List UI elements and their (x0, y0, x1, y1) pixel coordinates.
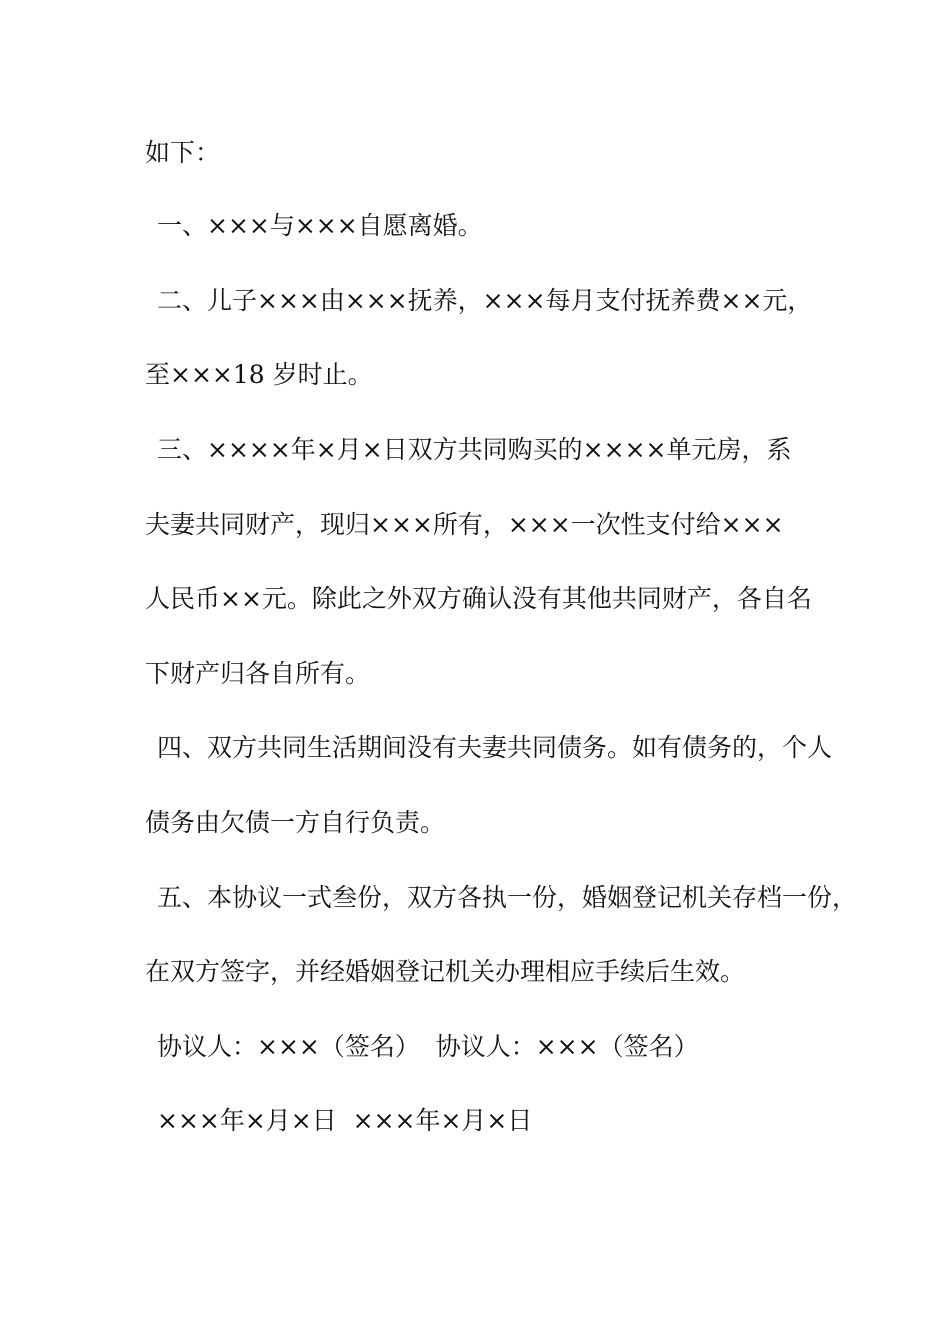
text-line-clause-3-cont-1: 夫妻共同财产，现归×××所有，×××一次性支付给××× (145, 510, 784, 539)
text-line-clause-4: 四、双方共同生活期间没有夫妻共同债务。如有债务的，个人 (157, 733, 833, 762)
text-line-clause-3-cont-3: 下财产归各自所有。 (145, 659, 371, 688)
text-line-clause-5: 五、本协议一式叁份，双方各执一份，婚姻登记机关存档一份， (157, 883, 858, 912)
text-line-clause-2: 二、儿子×××由×××抚养，×××每月支付抚养费××元， (157, 286, 813, 315)
date-line: ×××年×月×日 ×××年×月×日 (157, 1106, 533, 1135)
text-line-clause-5-cont: 在双方签字，并经婚姻登记机关办理相应手续后生效。 (145, 957, 746, 986)
signature-line: 协议人：×××（签名） 协议人：×××（签名） (157, 1032, 699, 1061)
text-line-clause-2-cont: 至×××18 岁时止。 (145, 360, 373, 389)
text-line-intro: 如下： (145, 138, 221, 167)
text-line-clause-3-cont-2: 人民币××元。除此之外双方确认没有其他共同财产，各自名 (145, 584, 812, 613)
text-line-clause-4-cont: 债务由欠债一方自行负责。 (145, 808, 446, 837)
text-line-clause-3: 三、××××年×月×日双方共同购买的××××单元房，系 (157, 435, 792, 464)
text-line-clause-1: 一、×××与×××自愿离婚。 (157, 211, 483, 240)
